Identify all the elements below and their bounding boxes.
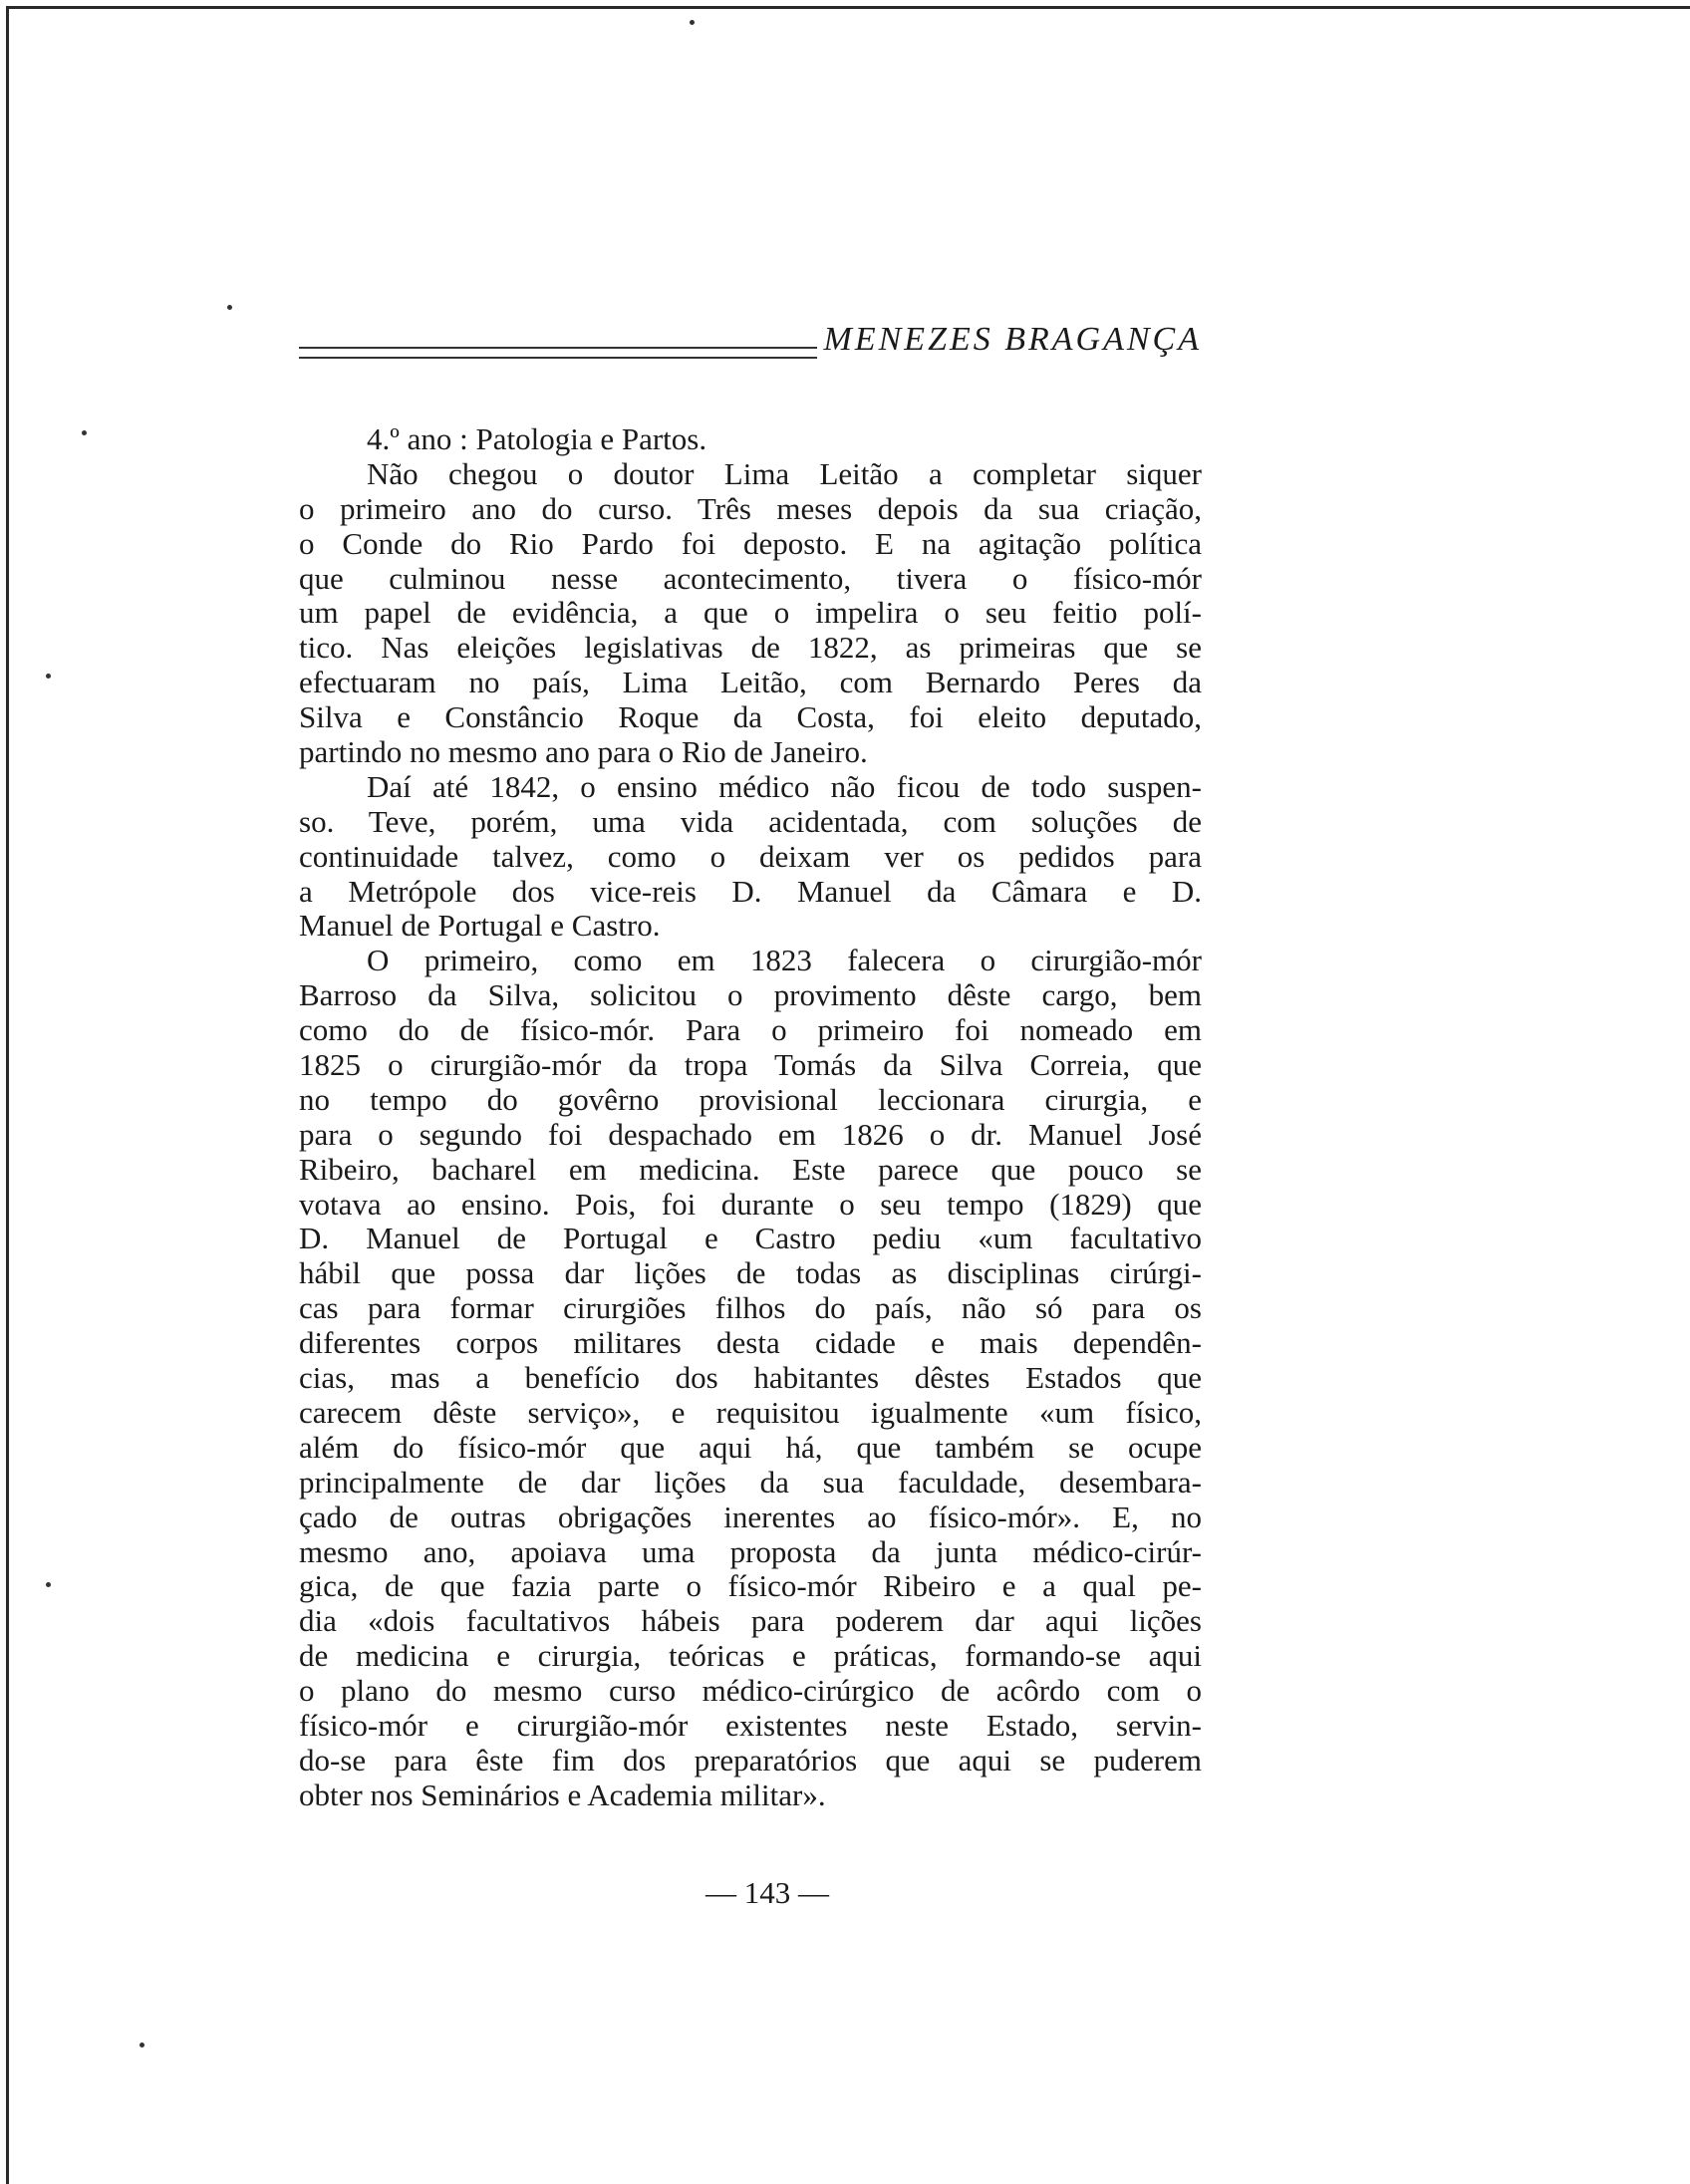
text-line: para o segundo foi despachado em 1826 o dr. Manuel José [299,1117,1202,1152]
text-line: dia «dois facultativos hábeis para poderem dar aqui lições [299,1604,1202,1639]
text-line: de medicina e cirurgia, teóricas e práticas, formando-se aqui [299,1639,1202,1674]
scan-speck [46,1582,51,1587]
text-line: gica, de que fazia parte o físico-mór Ribeiro e a qual pe- [299,1569,1202,1604]
text-line: o plano do mesmo curso médico-cirúrgico de acôrdo com o [299,1674,1202,1709]
text-line: Manuel de Portugal e Castro. [299,909,661,944]
scan-speck [82,430,87,435]
text-line: so. Teve, porém, uma vida acidentada, com soluções de [299,804,1202,839]
text-line: físico-mór e cirurgião-mór existentes neste Estado, servin- [299,1708,1202,1743]
text-line: O primeiro, como em 1823 falecera o cirurgião-mór [367,944,1202,978]
text-line: principalmente de dar lições da sua faculdade, desembara- [299,1465,1202,1500]
scan-speck [227,305,232,310]
page-edge-top [8,6,1690,9]
scan-speck [46,674,51,679]
text-line: partindo no mesmo ano para o Rio de Janeiro. [299,735,868,770]
text-line: D. Manuel de Portugal e Castro pediu «um facultativo [299,1222,1202,1256]
text-line: mesmo ano, apoiava uma proposta da junta médico-cirúr- [299,1534,1202,1569]
text-line: Não chegou o doutor Lima Leitão a completar siquer [367,456,1202,491]
text-line: 4.º ano : Patologia e Partos. [367,422,707,456]
text-line: 1825 o cirurgião-mór da tropa Tomás da Silva Correia, que [299,1048,1202,1083]
running-header [299,321,1202,371]
text-line: Ribeiro, bacharel em medicina. Este parece que pouco se [299,1152,1202,1187]
text-line: diferentes corpos militares desta cidade e mais dependên- [299,1326,1202,1361]
text-line: hábil que possa dar lições de todas as disciplinas cirúrgi- [299,1256,1202,1291]
text-line: continuidade talvez, como o deixam ver os pedidos para [299,839,1202,874]
scan-speck [140,2043,144,2048]
running-header-title: MENEZES BRAGANÇA [823,321,1202,358]
text-line: no tempo do govêrno provisional leccionara cirurgia, e [299,1082,1202,1117]
header-rule [299,347,817,359]
scan-speck [690,20,695,25]
text-line: a Metrópole dos vice-reis D. Manuel da Câmara e D. [299,874,1202,909]
text-line: votava ao ensino. Pois, foi durante o seu tempo (1829) que [299,1187,1202,1222]
body-text [299,422,1202,1813]
page-edge-left [6,6,9,2184]
text-line: do-se para êste fim dos preparatórios que aqui se puderem [299,1743,1202,1777]
text-line: obter nos Seminários e Academia militar». [299,1777,826,1812]
text-line: carecem dêste serviço», e requisitou igualmente «um físico, [299,1395,1202,1430]
text-line: Silva e Constâncio Roque da Costa, foi eleito deputado, [299,700,1202,735]
text-line: efectuaram no país, Lima Leitão, com Bernardo Peres da [299,666,1202,700]
text-line: que culminou nesse acontecimento, tivera o físico-mór [299,561,1202,596]
text-line: tico. Nas eleições legislativas de 1822, as primeiras que se [299,631,1202,666]
text-line: um papel de evidência, a que o impelira o seu feitio polí- [299,596,1202,631]
page-number: — 143 — [705,1875,829,1910]
text-line: cias, mas a benefício dos habitantes dêstes Estados que [299,1361,1202,1396]
text-line: cas para formar cirurgiões filhos do país, não só para os [299,1291,1202,1326]
text-line: além do físico-mór que aqui há, que também se ocupe [299,1430,1202,1465]
text-line: o primeiro ano do curso. Três meses depois da sua criação, [299,491,1202,526]
text-line: como do de físico-mór. Para o primeiro foi nomeado em [299,1013,1202,1048]
text-line: o Conde do Rio Pardo foi deposto. E na agitação política [299,526,1202,561]
text-line: Daí até 1842, o ensino médico não ficou de todo suspen- [367,769,1202,804]
text-line: Barroso da Silva, solicitou o provimento dêste cargo, bem [299,978,1202,1013]
text-line: çado de outras obrigações inerentes ao físico-mór». E, no [299,1500,1202,1534]
